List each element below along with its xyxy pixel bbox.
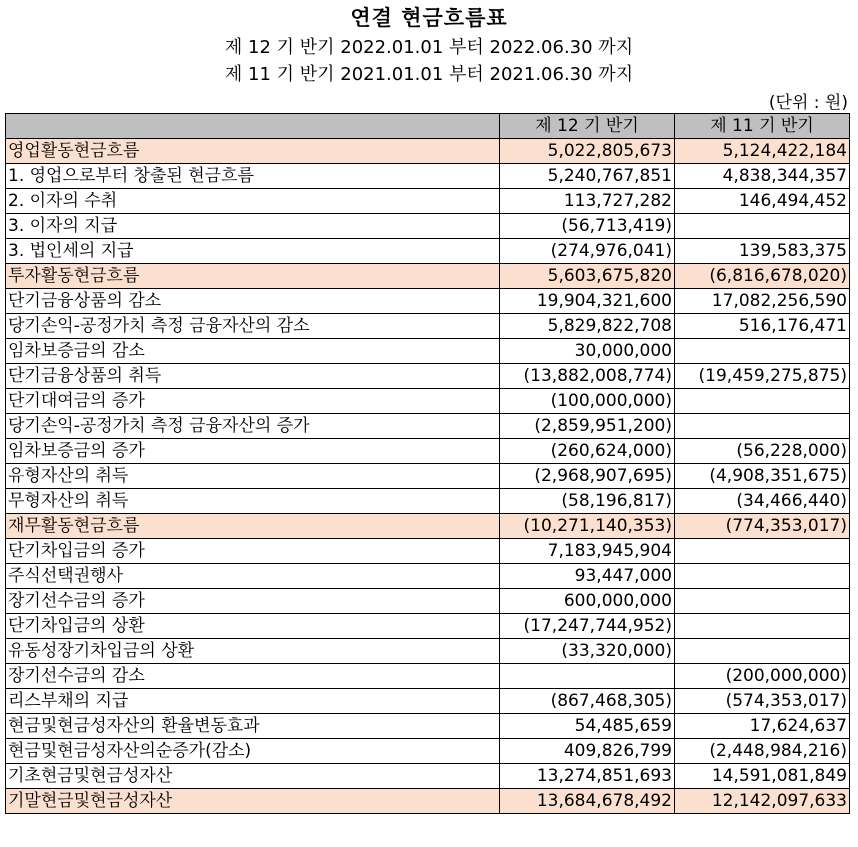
row-current: 5,240,767,851 (500, 164, 675, 189)
row-prior (675, 589, 850, 614)
period-current: 제 12 기 반기 2022.01.01 부터 2022.06.30 까지 (224, 37, 634, 58)
table-row (6, 364, 850, 389)
row-current: (2,968,907,695) (500, 464, 675, 489)
row-label: 단기대여금의 증가 (6, 389, 500, 414)
row-label: 장기선수금의 감소 (6, 664, 500, 689)
row-current: (867,468,305) (500, 689, 675, 714)
row-current: (17,247,744,952) (500, 614, 675, 639)
table-row (6, 714, 850, 739)
table-row (6, 414, 850, 439)
row-prior: (6,816,678,020) (675, 264, 850, 289)
table-row (6, 564, 850, 589)
row-current: (58,196,817) (500, 489, 675, 514)
table-row (6, 489, 850, 514)
row-current: (274,976,041) (500, 239, 675, 264)
row-current: 409,826,799 (500, 739, 675, 764)
table-row (6, 614, 850, 639)
row-prior: 4,838,344,357 (675, 164, 850, 189)
row-prior: (19,459,275,875) (675, 364, 850, 389)
table-row (6, 739, 850, 764)
unit-label: (단위 : 원) (768, 93, 848, 113)
table-row (6, 264, 850, 289)
table-row (6, 139, 850, 164)
row-prior (675, 564, 850, 589)
row-current: (56,713,419) (500, 214, 675, 239)
table-row (6, 589, 850, 614)
row-current: (100,000,000) (500, 389, 675, 414)
header-label (6, 114, 500, 139)
row-prior (675, 414, 850, 439)
row-label: 단기차입금의 증가 (6, 539, 500, 564)
row-prior: (574,353,017) (675, 689, 850, 714)
row-label: 재무활동현금흐름 (6, 514, 500, 539)
row-label: 리스부채의 지급 (6, 689, 500, 714)
header-row (6, 114, 850, 139)
header-current: 제 12 기 반기 (500, 114, 675, 139)
row-prior: 146,494,452 (675, 189, 850, 214)
row-current: (33,320,000) (500, 639, 675, 664)
row-label: 당기손익-공정가치 측정 금융자산의 증가 (6, 414, 500, 439)
row-current: 600,000,000 (500, 589, 675, 614)
row-prior: (2,448,984,216) (675, 739, 850, 764)
table-row (6, 514, 850, 539)
row-prior (675, 639, 850, 664)
table-row (6, 439, 850, 464)
row-label: 영업활동현금흐름 (6, 139, 500, 164)
row-prior: (56,228,000) (675, 439, 850, 464)
cash-flow-table (5, 113, 850, 814)
row-current: 93,447,000 (500, 564, 675, 589)
table-row (6, 689, 850, 714)
row-current: 5,022,805,673 (500, 139, 675, 164)
row-label: 투자활동현금흐름 (6, 264, 500, 289)
row-label: 장기선수금의 증가 (6, 589, 500, 614)
table-row (6, 539, 850, 564)
row-prior: 139,583,375 (675, 239, 850, 264)
table-row (6, 164, 850, 189)
row-current: 30,000,000 (500, 339, 675, 364)
row-label: 유형자산의 취득 (6, 464, 500, 489)
row-current: (260,624,000) (500, 439, 675, 464)
row-current: (13,882,008,774) (500, 364, 675, 389)
table-row (6, 239, 850, 264)
row-prior: (774,353,017) (675, 514, 850, 539)
row-prior (675, 214, 850, 239)
row-label: 기초현금및현금성자산 (6, 764, 500, 789)
row-current: 13,274,851,693 (500, 764, 675, 789)
table-row (6, 339, 850, 364)
row-label: 1. 영업으로부터 창출된 현금흐름 (6, 164, 500, 189)
table-row (6, 389, 850, 414)
row-prior (675, 614, 850, 639)
row-current: 5,829,822,708 (500, 314, 675, 339)
row-prior: 516,176,471 (675, 314, 850, 339)
row-prior: 14,591,081,849 (675, 764, 850, 789)
row-prior: 12,142,097,633 (675, 789, 850, 814)
row-current (500, 664, 675, 689)
row-label: 3. 법인세의 지급 (6, 239, 500, 264)
row-prior: (200,000,000) (675, 664, 850, 689)
table-row (6, 789, 850, 814)
table-row (6, 464, 850, 489)
row-label: 기말현금및현금성자산 (6, 789, 500, 814)
row-current: 113,727,282 (500, 189, 675, 214)
row-current: 5,603,675,820 (500, 264, 675, 289)
row-current: (2,859,951,200) (500, 414, 675, 439)
row-current: 7,183,945,904 (500, 539, 675, 564)
table-row (6, 289, 850, 314)
row-prior: (34,466,440) (675, 489, 850, 514)
row-label: 2. 이자의 수취 (6, 189, 500, 214)
row-label: 당기손익-공정가치 측정 금융자산의 감소 (6, 314, 500, 339)
header-prior: 제 11 기 반기 (675, 114, 850, 139)
row-prior (675, 389, 850, 414)
row-label: 단기금융상품의 감소 (6, 289, 500, 314)
row-label: 무형자산의 취득 (6, 489, 500, 514)
row-prior (675, 339, 850, 364)
row-label: 임차보증금의 감소 (6, 339, 500, 364)
row-label: 유동성장기차입금의 상환 (6, 639, 500, 664)
row-prior: 17,624,637 (675, 714, 850, 739)
row-current: (10,271,140,353) (500, 514, 675, 539)
row-prior: (4,908,351,675) (675, 464, 850, 489)
row-label: 임차보증금의 증가 (6, 439, 500, 464)
table-row (6, 664, 850, 689)
row-prior: 5,124,422,184 (675, 139, 850, 164)
document-title: 연결 현금흐름표 (350, 6, 508, 30)
row-current: 19,904,321,600 (500, 289, 675, 314)
row-label: 현금및현금성자산의순증가(감소) (6, 739, 500, 764)
row-label: 3. 이자의 지급 (6, 214, 500, 239)
table-row (6, 314, 850, 339)
row-prior (675, 539, 850, 564)
period-prior: 제 11 기 반기 2021.01.01 부터 2021.06.30 까지 (224, 64, 634, 85)
table-row (6, 764, 850, 789)
row-label: 현금및현금성자산의 환율변동효과 (6, 714, 500, 739)
row-current: 54,485,659 (500, 714, 675, 739)
table-row (6, 214, 850, 239)
table-row (6, 189, 850, 214)
row-current: 13,684,678,492 (500, 789, 675, 814)
row-label: 단기금융상품의 취득 (6, 364, 500, 389)
row-prior: 17,082,256,590 (675, 289, 850, 314)
row-label: 주식선택권행사 (6, 564, 500, 589)
table-row (6, 639, 850, 664)
row-label: 단기차입금의 상환 (6, 614, 500, 639)
